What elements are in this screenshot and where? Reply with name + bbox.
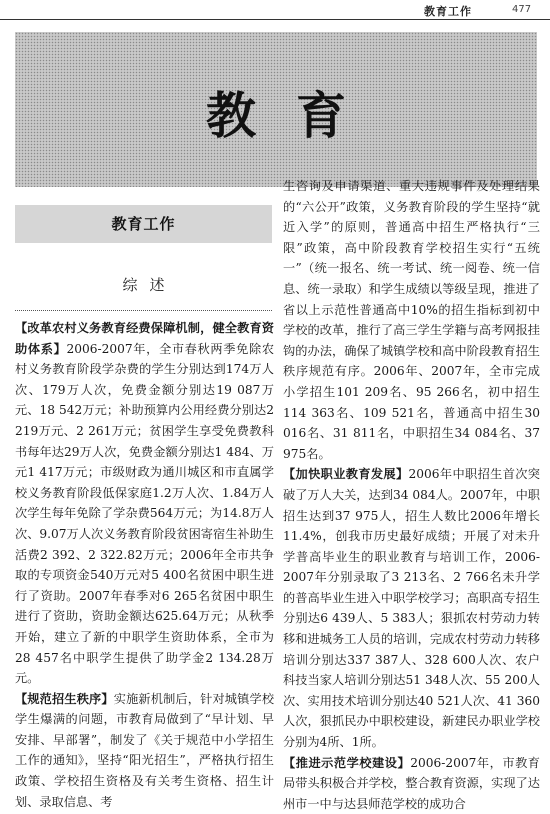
page-header bbox=[0, 0, 550, 22]
paragraph-text: 生咨询及申请渠道、重大违规事件及处理结果的“六公开”政策，义务教育阶段的学生坚持“就近入学”的原则，普通高中招生严格执行“三限”政策，高中阶段教育学校招生实行“五统一”（统一报名、统一考试、统一阅卷、统一信息、统一录取）和学生成绩以等级呈现，推进了省以上示范性普通高中10%的招生指标到初中学校的改革，推行了高三学生学籍与高考网报挂钩的办法，确保了城镇学校和高中阶段教育招生秩序规范有序。2006年、2007年，全市完成小学招生101 209名、95 266名，初中招生114 363名、109 521名，普通高中招生30 016名、31 811名，中职招生34 084名、37 975名。 bbox=[283, 179, 540, 461]
paragraph-text: 2006-2007年，全市春秋两季免除农村义务教育阶段学杂费的学生分别达到174万人次、179万人次，免费金额分别达19 087万元、18 542万元；补助预算内公用经费分别达2 219万元、2 261万元；贫困学生享受免费教科书每年达29万人次，免费金额分别达1 484、万元1 417万元；市级财政为通川城区和市直属学校义务教育阶段低保家庭1.2万人次、1.84万人次学生每年免除了学杂费564万元；为14.8万人次、9.07万人次义务教育阶段贫困寄宿生补助生活费2 392、2 322.82万元；2006年全市共争取的专项资金540万元对5 400名贫困中职生进行了资助。2007年春季对6 265名贫困中职生进行了资助，资助金额达625.64万元；从秋季开始，建立了新的中职学生资助体系，全市为28 457名中职学生提供了助学金2 134.28万元。 bbox=[15, 341, 275, 686]
paragraph-heading: 【规范招生秩序】 bbox=[15, 691, 114, 706]
paragraph-enrollment bbox=[15, 689, 274, 813]
paragraph-heading: 【推进示范学校建设】 bbox=[283, 755, 411, 770]
paragraph-model-schools bbox=[283, 753, 540, 814]
paragraph-text: 实施新机制后，针对城镇学校学生爆满的问题，市教育局做到了“早计划、早安排、早部署”，制发了《关于规范中小学招生工作的通知》，坚持“阳光招生”，严格执行招生政策、学校招生资格及有关考生资格、招生计划、录取信息、考 bbox=[15, 691, 275, 809]
section-heading-box bbox=[15, 205, 272, 243]
paragraph-funding bbox=[15, 318, 274, 689]
running-title: 教育工作 bbox=[424, 5, 472, 18]
paragraph-text: 2006年中职招生首次突破了万人大关，达到34 084人。2007年，中职招生达到37 975人，招生人数比2006年增长11.4%，创我市历史最好成绩；开展了对未升学普高毕业生的职业教育与培训工作，2006-2007年分别录取了3 213名、2 766名未升学的普高毕业生进入中职学校学习；高职高专招生分别达6 439人、5 383人；狠抓农村劳动力转移和进城务工人员的培训，完成农村劳动力转移培训分别达337 387人、328 600人次、农户科技当家人培训分别达51 348人次、55 200人次、实用技术培训分别达40 521人次、41 360人次，狠抓民办中职校建设，新建民办职业学校分别为4所、1所。 bbox=[283, 467, 540, 750]
page-number: 477 bbox=[512, 4, 532, 15]
chapter-title: 教育 bbox=[206, 87, 386, 145]
chapter-banner bbox=[15, 32, 537, 187]
left-column bbox=[15, 318, 274, 812]
paragraph-vocational bbox=[283, 464, 540, 752]
paragraph-enrollment-continued bbox=[283, 176, 540, 464]
subsection-divider bbox=[15, 310, 272, 311]
paragraph-text: 2006-2007年，市教育局带头积极合并学校，整合教育资源，实现了达州市一中与达县师范学校的成功合 bbox=[283, 755, 540, 811]
paragraph-heading: 【加快职业教育发展】 bbox=[283, 467, 409, 482]
paragraph-heading: 【改革农村义务教育经费保障机制，健全教育资助体系】 bbox=[15, 321, 274, 356]
subsection-title: 综述 bbox=[122, 276, 177, 294]
section-title: 教育工作 bbox=[111, 215, 176, 233]
header-rule bbox=[0, 19, 550, 20]
right-column bbox=[283, 176, 540, 814]
